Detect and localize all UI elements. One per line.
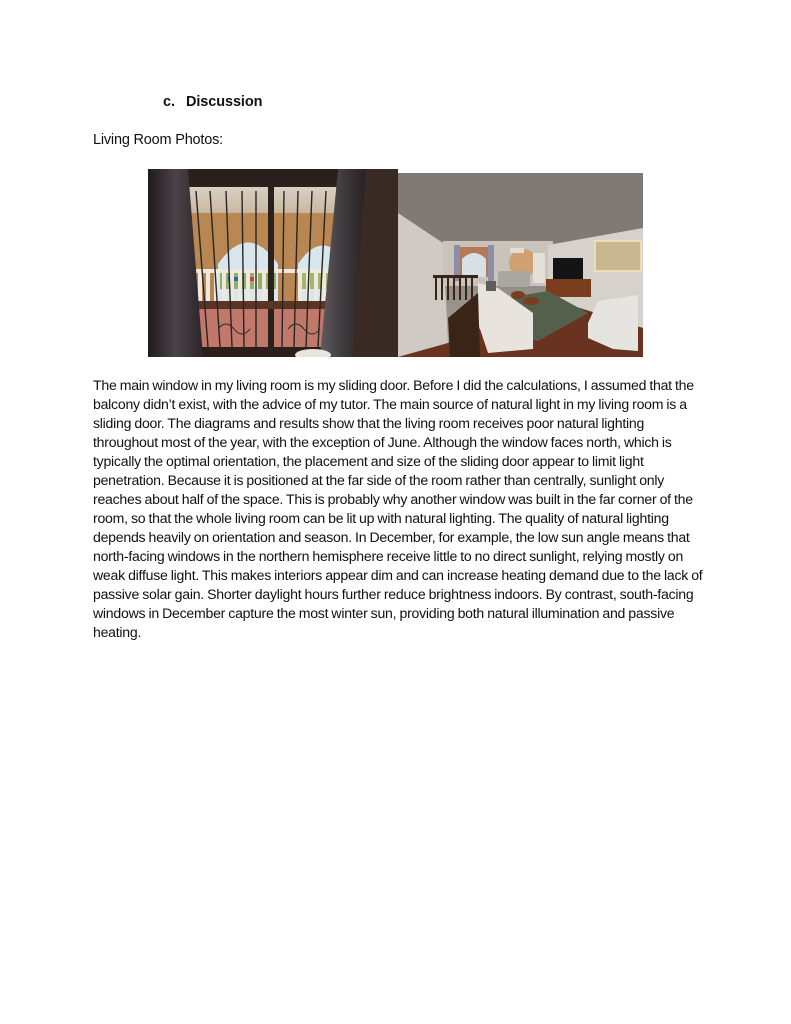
photos-label: Living Room Photos: <box>93 132 223 148</box>
living-room-photo <box>398 173 643 357</box>
photo-pair <box>148 169 643 357</box>
sliding-door-photo <box>148 169 398 357</box>
section-heading <box>163 94 262 110</box>
section-title: Discussion <box>186 94 263 110</box>
discussion-paragraph: The main window in my living room is my sliding door. Before I did the calculations, I assumed that the balcony didn’t exist, with the advice of my tutor. The main source of natural light in my living room is a sliding door. The diagrams and results show that the living room receives poor natural lighting throughout most of the year, with the exception of June. Although the window faces north, which is typically the optimal orientation, the placement and size of the sliding door appear to limit light penetration. Because it is positioned at the far side of the room rather than centrally, sunlight only reaches about half of the space. This is probably why another window was built in the far corner of the room, so that the whole living room can be lit up with natural lighting. The quality of natural lighting depends heavily on orientation and season. In December, for example, the low sun angle means that north-facing windows in the northern hemisphere receive little to no direct sunlight, relying mostly on weak diffuse light. This makes interiors appear dim and can increase heating demand due to the lack of passive solar gain. Shorter daylight hours further reduce brightness indoors. By contrast, south-facing windows in December capture the most winter sun, providing both natural illumination and passive heating. <box>93 377 703 640</box>
section-number: c. <box>163 94 175 110</box>
